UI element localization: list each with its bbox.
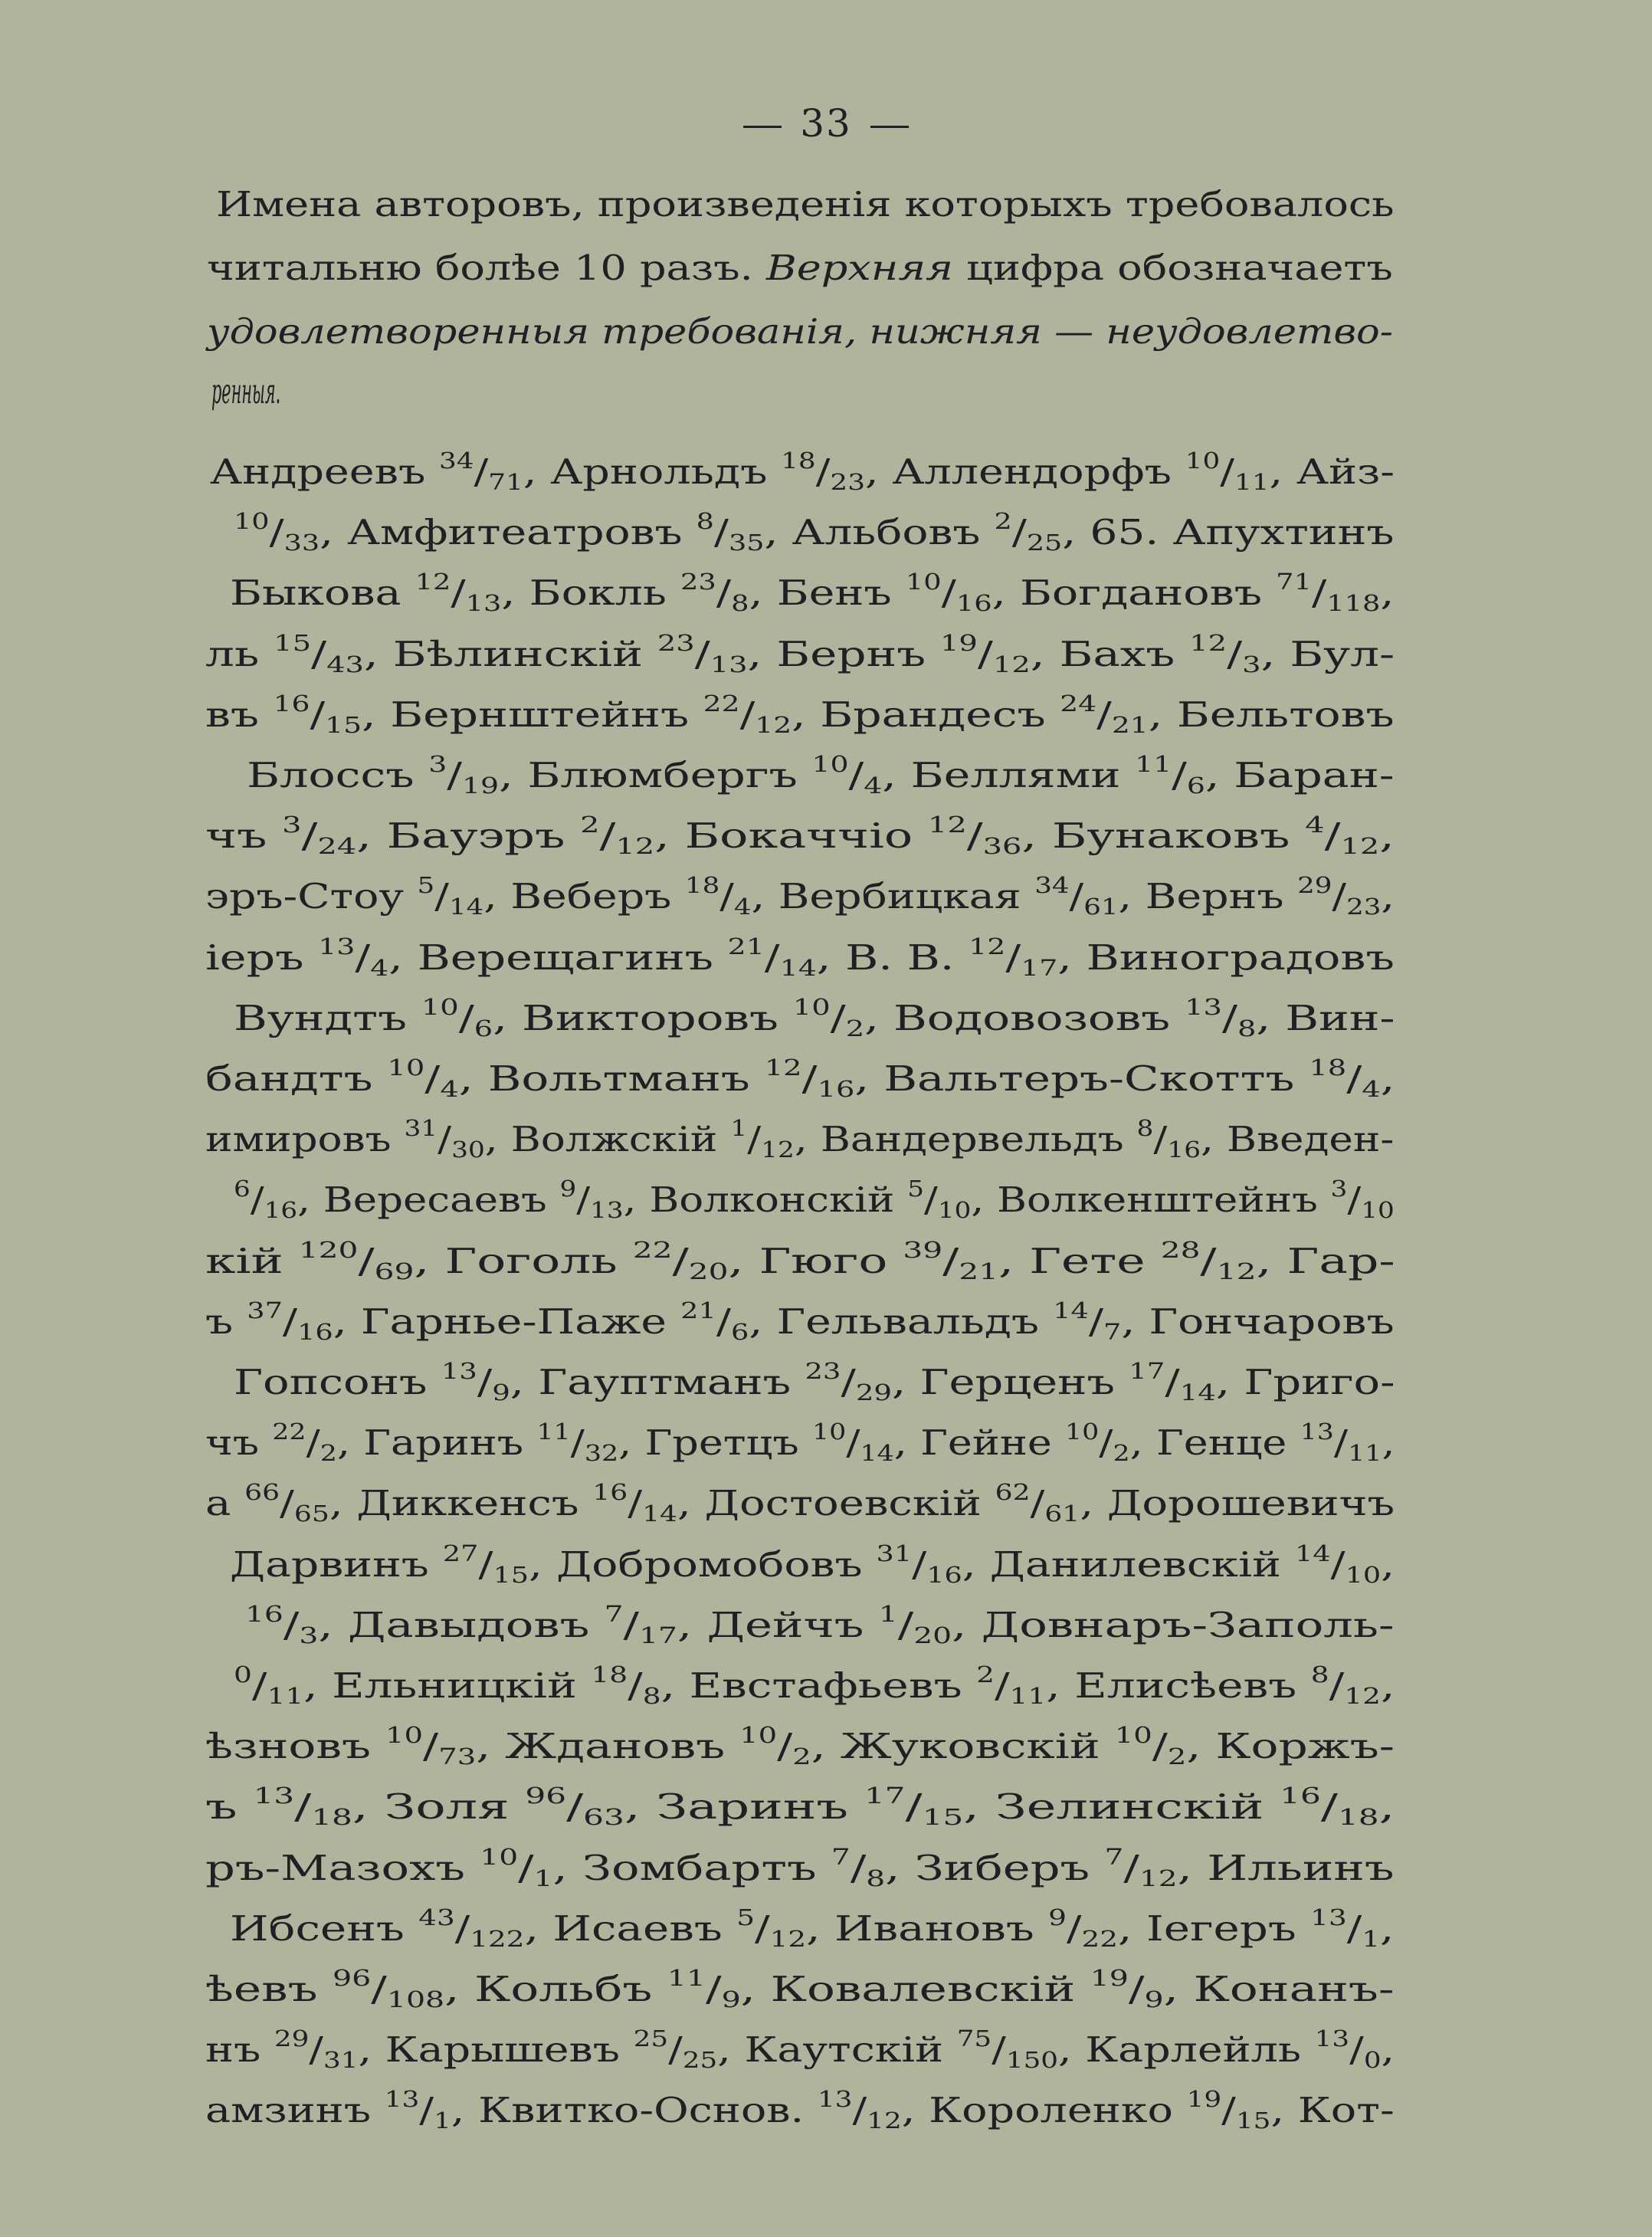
fraction-satisfied: 8 [696, 508, 714, 535]
fraction-satisfied: 29 [274, 2025, 310, 2052]
fraction-unsatisfied: 9 [492, 1379, 510, 1406]
fraction-satisfied: 10 [739, 1722, 778, 1749]
fraction-unsatisfied: 122 [470, 1925, 525, 1952]
fraction-unsatisfied: 14 [779, 954, 817, 981]
fraction-unsatisfied: 9 [721, 1986, 741, 2012]
fraction-satisfied: 18 [591, 1661, 628, 1688]
fraction-satisfied: 2 [580, 812, 600, 838]
fraction-satisfied: 15 [274, 629, 311, 656]
entry-line: Быкова $^{12}/_{13}$, Бокль $^{23}/_8$, Бенъ $^{10}/_{16}$, Богдановъ $^{71}/_{118}$, [230, 569, 1395, 617]
intro-line [216, 178, 1395, 231]
fraction-unsatisfied: 2 [1113, 1440, 1130, 1467]
fraction-satisfied: 13 [817, 2086, 853, 2113]
fraction-unsatisfied: 4 [1362, 1076, 1381, 1102]
fraction-unsatisfied: 11 [1009, 1683, 1047, 1709]
fraction-unsatisfied: 10 [1361, 1197, 1395, 1224]
fraction-unsatisfied: 11 [1348, 1440, 1382, 1467]
page-number [0, 101, 1652, 146]
italic-text: удовлетворенныя требованія, нижняя — неудовлетво- [207, 311, 1393, 352]
intro-line [207, 241, 1393, 295]
fraction-satisfied: 16 [1280, 1783, 1321, 1809]
fraction-unsatisfied: 24 [317, 833, 357, 860]
intro-text: Имена авторовъ, произведенія которыхъ требовалось [216, 184, 1395, 225]
fraction-satisfied: 28 [1160, 1236, 1201, 1263]
fraction-satisfied: 8 [1310, 1661, 1329, 1688]
fraction-satisfied: 14 [1053, 1297, 1089, 1324]
fraction-satisfied: 10 [385, 1722, 424, 1749]
fraction-satisfied: 13 [1310, 1904, 1347, 1930]
fraction-satisfied: 10 [1114, 1722, 1152, 1749]
fraction-unsatisfied: 4 [864, 772, 883, 799]
fraction-unsatisfied: 20 [913, 1622, 952, 1648]
fraction-satisfied: 7 [604, 1600, 624, 1627]
fraction-satisfied: 12 [927, 812, 967, 838]
fraction-unsatisfied: 21 [1111, 711, 1149, 738]
fraction-unsatisfied: 16 [1167, 1137, 1201, 1163]
fraction-satisfied: 22 [703, 690, 740, 717]
entry-line: Андреевъ $^{34}/_{71}$, Арнольдъ $^{18}/_{23}$, Аллендорфъ $^{10}/_{11}$, Айз- [210, 448, 1395, 495]
entry-line: Ибсенъ $^{43}/_{122}$, Исаевъ $^5/_{12}$, Ивановъ $^9/_{22}$, Іегеръ $^{13}/_1$, [230, 1904, 1395, 1952]
entry-line: ль $^{15}/_{43}$, Бѣлинскій $^{23}/_{13}$, Бернъ $^{19}/_{12}$, Бахъ $^{12}/_3$, Бул- [205, 629, 1395, 677]
fraction-satisfied: 3 [428, 751, 447, 777]
fraction-unsatisfied: 12 [1139, 1865, 1178, 1891]
fraction-unsatisfied: 12 [1344, 1683, 1381, 1709]
fraction-satisfied: 11 [1135, 751, 1172, 777]
fraction-satisfied: 5 [736, 1904, 756, 1930]
fraction-satisfied: 10 [811, 1419, 847, 1445]
fraction-unsatisfied: 19 [461, 772, 500, 799]
fraction-satisfied: 16 [592, 1479, 628, 1506]
fraction-satisfied: 3 [282, 812, 302, 838]
entry-line: а $^{66}/_{65}$, Диккенсъ $^{16}/_{14}$, Достоевскій $^{62}/_{61}$, Дорошевичъ [205, 1479, 1395, 1527]
fraction-unsatisfied: 2 [792, 1743, 811, 1770]
fraction-unsatisfied: 14 [448, 894, 484, 920]
fraction-satisfied: 13 [1314, 2025, 1350, 2052]
fraction-unsatisfied: 13 [465, 590, 502, 617]
fraction-unsatisfied: 0 [1363, 2047, 1382, 2074]
fraction-unsatisfied: 15 [922, 1804, 964, 1831]
fraction-unsatisfied: 10 [937, 1197, 972, 1224]
fraction-unsatisfied: 16 [817, 1076, 855, 1102]
fraction-unsatisfied: 1 [1362, 1925, 1381, 1952]
fraction-unsatisfied: 4 [733, 894, 752, 920]
fraction-unsatisfied: 14 [1179, 1379, 1216, 1406]
fraction-satisfied: 10 [792, 993, 831, 1020]
fraction-satisfied: 8 [1136, 1115, 1154, 1142]
fraction-unsatisfied: 15 [1235, 2107, 1271, 2134]
fraction-satisfied: 62 [995, 1479, 1031, 1506]
fraction-satisfied: 23 [657, 629, 695, 656]
fraction-satisfied: 10 [1064, 1419, 1100, 1445]
fraction-unsatisfied: 14 [860, 1440, 894, 1467]
fraction-satisfied: 7 [1104, 1843, 1124, 1870]
fraction-unsatisfied: 20 [688, 1258, 729, 1284]
fraction-satisfied: 96 [333, 1965, 372, 1991]
fraction-satisfied: 13 [1300, 1419, 1334, 1445]
intro-line [207, 305, 1393, 359]
entry-line: ѣевъ $^{96}/_{108}$, Кольбъ $^{11}/_9$, Ковалевскій $^{19}/_9$, Конанъ- [205, 1965, 1395, 2012]
fraction-unsatisfied: 31 [323, 2047, 359, 2074]
fraction-satisfied: 11 [667, 1965, 706, 1991]
fraction-unsatisfied: 11 [1234, 469, 1270, 495]
fraction-satisfied: 12 [1189, 629, 1228, 656]
fraction-satisfied: 18 [684, 872, 720, 899]
entry-line: Блоссъ $^3/_{19}$, Блюмбергъ $^{10}/_4$, Беллями $^{11}/_6$, Баран- [247, 751, 1395, 799]
fraction-satisfied: 10 [421, 993, 459, 1020]
fraction-satisfied: 12 [764, 1055, 802, 1081]
fraction-unsatisfied: 8 [1237, 1015, 1257, 1041]
fraction-unsatisfied: 12 [992, 651, 1031, 677]
fraction-satisfied: 24 [1060, 690, 1097, 717]
entry-line: ръ-Мазохъ $^{10}/_1$, Зомбартъ $^7/_8$, Зиберъ $^7/_{12}$, Ильинъ [205, 1843, 1395, 1891]
fraction-unsatisfied: 21 [959, 1258, 999, 1284]
page-number-text: 33 [800, 101, 852, 146]
fraction-unsatisfied: 65 [293, 1501, 329, 1527]
fraction-satisfied: 71 [1276, 569, 1312, 595]
fraction-satisfied: 11 [536, 1419, 571, 1445]
fraction-unsatisfied: 12 [761, 1137, 795, 1163]
fraction-satisfied: 18 [1309, 1055, 1347, 1081]
fraction-satisfied: 9 [559, 1176, 577, 1202]
fraction-unsatisfied: 36 [982, 833, 1022, 860]
fraction-satisfied: 120 [298, 1236, 359, 1263]
fraction-unsatisfied: 15 [493, 1561, 529, 1588]
fraction-unsatisfied: 2 [320, 1440, 337, 1467]
fraction-satisfied: 2 [994, 508, 1012, 535]
fraction-unsatisfied: 14 [642, 1501, 677, 1527]
fraction-unsatisfied: 11 [267, 1683, 304, 1709]
fraction-unsatisfied: 12 [1216, 1258, 1257, 1284]
fraction-unsatisfied: 25 [682, 2047, 718, 2074]
fraction-unsatisfied: 10 [1345, 1561, 1382, 1588]
fraction-unsatisfied: 29 [855, 1379, 892, 1406]
fraction-unsatisfied: 16 [926, 1561, 962, 1588]
fraction-unsatisfied: 23 [1346, 894, 1382, 920]
fraction-unsatisfied: 108 [386, 1986, 445, 2012]
entry-line: ѣзновъ $^{10}/_{73}$, Ждановъ $^{10}/_2$, Жуковскій $^{10}/_2$, Коржъ- [205, 1722, 1395, 1770]
intro-text: цифра обозначаетъ [952, 248, 1393, 288]
fraction-unsatisfied: 8 [731, 590, 749, 617]
fraction-satisfied: 9 [1048, 1904, 1067, 1930]
entry-line: Вундтъ $^{10}/_6$, Викторовъ $^{10}/_2$, Водовозовъ $^{13}/_8$, Вин- [234, 993, 1395, 1041]
fraction-unsatisfied: 17 [639, 1622, 677, 1648]
entry-line: іеръ $^{13}/_4$, Верещагинъ $^{21}/_{14}$, В. В. $^{12}/_{17}$, Виноградовъ [205, 933, 1395, 981]
fraction-satisfied: 25 [633, 2025, 669, 2052]
entry-line: $^{16}/_3$, Давыдовъ $^7/_{17}$, Дейчъ $^1/_{20}$, Довнаръ-Заполь- [245, 1600, 1395, 1648]
fraction-satisfied: 13 [384, 2086, 420, 2113]
fraction-satisfied: 13 [253, 1783, 295, 1809]
entry-line: амзинъ $^{13}/_1$, Квитко-Основ. $^{13}/_{12}$, Короленко $^{19}/_{15}$, Кот- [205, 2086, 1395, 2134]
fraction-satisfied: 16 [273, 690, 310, 717]
fraction-satisfied: 12 [969, 933, 1006, 959]
fraction-satisfied: 34 [1034, 872, 1070, 899]
dash-left [743, 126, 782, 128]
fraction-unsatisfied: 12 [769, 1925, 807, 1952]
dash-right [870, 126, 909, 128]
fraction-unsatisfied: 6 [1186, 772, 1205, 799]
fraction-unsatisfied: 8 [866, 1865, 886, 1891]
entry-line: чъ $^{22}/_2$, Гаринъ $^{11}/_{32}$, Гретцъ $^{10}/_{14}$, Гейне $^{10}/_2$, Генце $^{13}/_{11}$, [205, 1419, 1395, 1467]
fraction-unsatisfied: 32 [584, 1440, 619, 1467]
fraction-satisfied: 27 [442, 1540, 479, 1566]
fraction-unsatisfied: 12 [1340, 833, 1380, 860]
fraction-satisfied: 10 [905, 569, 942, 595]
entry-line: $^0/_{11}$, Ельницкій $^{18}/_8$, Евстафьевъ $^2/_{11}$, Елисѣевъ $^8/_{12}$, [234, 1661, 1395, 1709]
fraction-satisfied: 22 [632, 1236, 673, 1263]
fraction-satisfied: 13 [1185, 993, 1222, 1020]
fraction-unsatisfied: 150 [1005, 2047, 1059, 2074]
fraction-satisfied: 19 [940, 629, 978, 656]
fraction-satisfied: 4 [1305, 812, 1325, 838]
fraction-satisfied: 31 [876, 1540, 913, 1566]
fraction-satisfied: 21 [727, 933, 765, 959]
fraction-satisfied: 34 [438, 448, 474, 474]
italic-text: ренныя [211, 371, 276, 412]
fraction-satisfied: 13 [318, 933, 356, 959]
entry-line: $^{10}/_{33}$, Амфитеатровъ $^8/_{35}$, Альбовъ $^2/_{25}$, 65. Апухтинъ [234, 508, 1395, 556]
fraction-satisfied: 43 [418, 1904, 455, 1930]
fraction-unsatisfied: 15 [325, 711, 362, 738]
fraction-satisfied: 10 [480, 1843, 519, 1870]
fraction-satisfied: 21 [680, 1297, 716, 1324]
fraction-satisfied: 10 [1185, 448, 1221, 474]
fraction-unsatisfied: 30 [451, 1137, 485, 1163]
fraction-unsatisfied: 7 [1103, 1318, 1122, 1345]
fraction-satisfied: 6 [234, 1176, 251, 1202]
fraction-satisfied: 1 [730, 1115, 748, 1142]
fraction-satisfied: 3 [1330, 1176, 1348, 1202]
fraction-unsatisfied: 69 [374, 1258, 415, 1284]
entry-line: въ $^{16}/_{15}$, Бернштейнъ $^{22}/_{12}$, Брандесъ $^{24}/_{21}$, Бельтовъ [205, 690, 1395, 738]
fraction-unsatisfied: 4 [370, 954, 389, 981]
entry-line: эръ-Стоу $^5/_{14}$, Веберъ $^{18}/_4$, Вербицкая $^{34}/_{61}$, Вернъ $^{29}/_{23}$, [205, 872, 1395, 920]
fraction-unsatisfied: 16 [264, 1197, 298, 1224]
entry-line: чъ $^3/_{24}$, Бауэръ $^2/_{12}$, Бокаччіо $^{12}/_{36}$, Бунаковъ $^4/_{12}$, [205, 812, 1395, 860]
fraction-unsatisfied: 43 [326, 651, 364, 677]
entry-line: Дарвинъ $^{27}/_{15}$, Добромобовъ $^{31}/_{16}$, Данилевскій $^{14}/_{10}$, [230, 1540, 1395, 1588]
entry-line: Гопсонъ $^{13}/_9$, Гауптманъ $^{23}/_{29}$, Герценъ $^{17}/_{14}$, Григо- [234, 1358, 1395, 1406]
fraction-satisfied: 19 [1186, 2086, 1222, 2113]
fraction-unsatisfied: 18 [1337, 1804, 1379, 1831]
fraction-unsatisfied: 118 [1326, 590, 1381, 617]
fraction-unsatisfied: 61 [1044, 1501, 1080, 1527]
fraction-unsatisfied: 13 [710, 651, 748, 677]
entry-line: имировъ $^{31}/_{30}$, Волжскій $^1/_{12}$, Вандервельдъ $^8/_{16}$, Введен- [205, 1115, 1395, 1163]
fraction-unsatisfied: 3 [1242, 651, 1261, 677]
fraction-satisfied: 7 [831, 1843, 851, 1870]
entry-line: нъ $^{29}/_{31}$, Карышевъ $^{25}/_{25}$, Каутскій $^{75}/_{150}$, Карлейль $^{13}/_0$, [205, 2025, 1395, 2074]
fraction-satisfied: 23 [680, 569, 716, 595]
fraction-unsatisfied: 13 [590, 1197, 624, 1224]
fraction-satisfied: 10 [387, 1055, 425, 1081]
fraction-unsatisfied: 73 [438, 1743, 477, 1770]
fraction-satisfied: 66 [244, 1479, 280, 1506]
fraction-satisfied: 31 [404, 1115, 438, 1142]
fraction-satisfied: 19 [1090, 1965, 1129, 1991]
fraction-satisfied: 22 [272, 1419, 306, 1445]
fraction-satisfied: 1 [878, 1600, 898, 1627]
fraction-unsatisfied: 16 [955, 590, 992, 617]
fraction-satisfied: 75 [956, 2025, 992, 2052]
intro-text: . [275, 371, 281, 412]
fraction-satisfied: 16 [245, 1600, 284, 1627]
fraction-unsatisfied: 18 [311, 1804, 352, 1831]
fraction-satisfied: 37 [247, 1297, 283, 1324]
fraction-unsatisfied: 8 [642, 1683, 661, 1709]
fraction-unsatisfied: 6 [474, 1015, 493, 1041]
fraction-unsatisfied: 17 [1021, 954, 1058, 981]
fraction-satisfied: 10 [234, 508, 270, 535]
intro-text: читальню болѣе 10 разъ. [207, 248, 766, 288]
fraction-unsatisfied: 9 [1144, 1986, 1164, 2012]
italic-text: Верхняя [765, 248, 953, 288]
fraction-unsatisfied: 2 [1167, 1743, 1187, 1770]
fraction-satisfied: 18 [781, 448, 816, 474]
fraction-unsatisfied: 23 [830, 469, 865, 495]
fraction-unsatisfied: 12 [755, 711, 792, 738]
fraction-satisfied: 12 [415, 569, 451, 595]
fraction-satisfied: 96 [525, 1783, 567, 1809]
fraction-unsatisfied: 12 [615, 833, 655, 860]
fraction-satisfied: 29 [1297, 872, 1332, 899]
fraction-unsatisfied: 61 [1083, 894, 1119, 920]
fraction-satisfied: 13 [441, 1358, 477, 1384]
entry-line: ъ $^{37}/_{16}$, Гарнье-Паже $^{21}/_6$, Гельвальдъ $^{14}/_7$, Гончаровъ [205, 1297, 1395, 1345]
fraction-unsatisfied: 33 [284, 530, 320, 556]
fraction-unsatisfied: 1 [434, 2107, 451, 2134]
fraction-unsatisfied: 6 [730, 1318, 749, 1345]
fraction-unsatisfied: 4 [440, 1076, 459, 1102]
fraction-unsatisfied: 63 [583, 1804, 624, 1831]
fraction-satisfied: 10 [811, 751, 849, 777]
fraction-satisfied: 0 [234, 1661, 252, 1688]
entry-line: бандтъ $^{10}/_4$, Вольтманъ $^{12}/_{16}$, Вальтеръ-Скоттъ $^{18}/_4$, [205, 1055, 1395, 1102]
entry-line: $^6/_{16}$, Вересаевъ $^9/_{13}$, Волконскій $^5/_{10}$, Волкенштейнъ $^3/_{10}$ [234, 1176, 1395, 1224]
fraction-unsatisfied: 12 [867, 2107, 902, 2134]
fraction-unsatisfied: 16 [297, 1318, 333, 1345]
fraction-satisfied: 23 [805, 1358, 841, 1384]
fraction-unsatisfied: 71 [488, 469, 523, 495]
fraction-unsatisfied: 1 [533, 1865, 553, 1891]
entry-line: ъ $^{13}/_{18}$, Золя $^{96}/_{63}$, Заринъ $^{17}/_{15}$, Зелинскій $^{16}/_{18}$, [205, 1783, 1395, 1831]
fraction-satisfied: 5 [907, 1176, 924, 1202]
fraction-unsatisfied: 35 [728, 530, 765, 556]
fraction-unsatisfied: 2 [845, 1015, 865, 1041]
fraction-satisfied: 39 [903, 1236, 943, 1263]
fraction-satisfied: 17 [864, 1783, 906, 1809]
entry-line: кій $^{120}/_{69}$, Гоголь $^{22}/_{20}$, Гюго $^{39}/_{21}$, Гете $^{28}/_{12}$, Гар- [205, 1236, 1395, 1284]
fraction-satisfied: 17 [1129, 1358, 1165, 1384]
fraction-unsatisfied: 22 [1081, 1925, 1119, 1952]
fraction-unsatisfied: 3 [299, 1622, 319, 1648]
intro-line [211, 365, 280, 418]
fraction-satisfied: 5 [417, 872, 435, 899]
fraction-satisfied: 2 [976, 1661, 995, 1688]
fraction-satisfied: 14 [1295, 1540, 1331, 1566]
fraction-unsatisfied: 25 [1026, 530, 1063, 556]
